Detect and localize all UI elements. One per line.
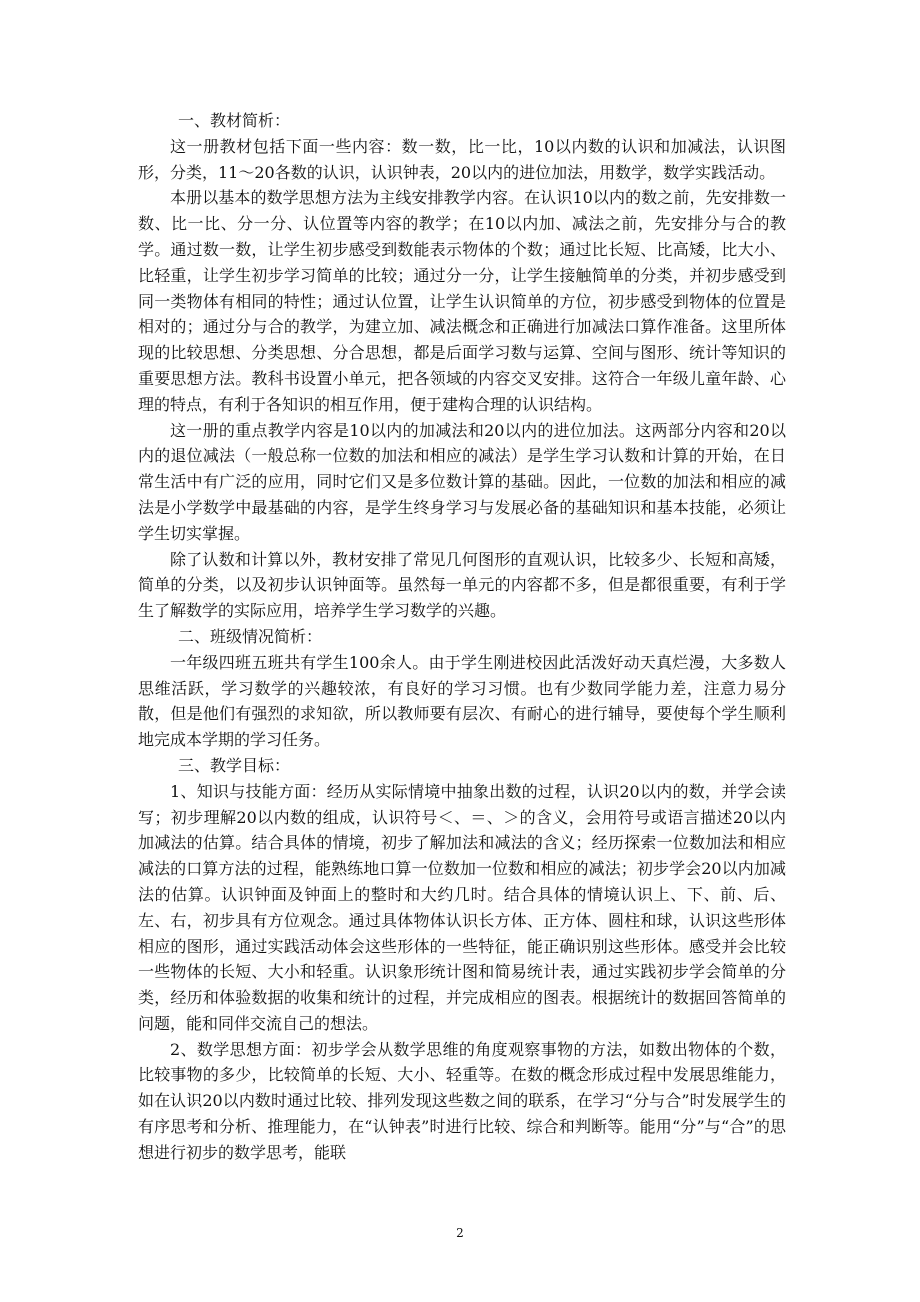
section-heading-textbook-analysis: 一、教材简析： xyxy=(178,111,291,130)
paragraph-math-thinking: 2、数学思想方面：初步学会从数学思维的角度观察事物的方法，如数出物体的个数，比较事物的多少，比较简单的长短、大小、轻重等。在数的概念形成过程中发展思维能力，如在认识20以内数时通过比较、排列发现这些数之间的联系，在学习“分与合”时发展学生的有序思考和分析、推理能力，在“认钟表”时进行比较、综合和判断等。能用“分”与“合”的思想进行初步的数学思考，能联 xyxy=(138,1039,786,1162)
section-heading-teaching-goals: 三、教学目标： xyxy=(178,755,291,775)
paragraph-key-content: 这一册的重点教学内容是10以内的加减法和20以内的进位加法。这两部分内容和20以内的退位减法（一般总称一位数的加法和相应的减法）是学生学习认数和计算的开始，在日常生活中有广泛的应用，同时它们又是多位数计算的基础。因此，一位数的加法和相应的减法是小学数学中最基础的内容，是学生终身学习与发展必备的基础知识和基本技能，必须让学生切实掌握。 xyxy=(138,420,786,543)
page-number: 2 xyxy=(456,1226,464,1240)
section-heading-class-analysis: 二、班级情况简析： xyxy=(178,626,323,646)
paragraph-textbook-contents: 这一册教材包括下面一些内容：数一数，比一比，10以内数的认识和加减法，认识图形，分类，11～20各数的认识，认识钟表，20以内的进位加法，用数学，数学实践活动。 xyxy=(138,136,786,182)
paragraph-class-situation: 一年级四班五班共有学生100余人。由于学生刚进校因此活泼好动天真烂漫，大多数人思维活跃，学习数学的兴趣较浓，有良好的学习习惯。也有少数同学能力差，注意力易分散，但是他们有强烈的求知欲，所以教师要有层次、有耐心的进行辅导，要使每个学生顺利地完成本学期的学习任务。 xyxy=(138,652,786,750)
paragraph-knowledge-skills: 1、知识与技能方面：经历从实际情境中抽象出数的过程，认识20以内的数，并学会读写；初步理解20以内数的组成，认识符号＜、＝、＞的含义，会用符号或语言描述20以内加减法的估算。结合具体的情境，初步了解加法和减法的含义；经历探索一位数加法和相应减法的口算方法的过程，能熟练地口算一位数加一位数和相应的减法；初步学会20以内加减法的估算。认识钟面及钟面上的整时和大约几时。结合具体的情境认识上、下、前、后、左、右，初步具有方位观念。通过具体物体认识长方体、正方体、圆柱和球，认识这些形体相应的图形，通过实践活动体会这些形体的一些特征，能正确识别这些形体。感受并会比较一些物体的长短、大小和轻重。认识象形统计图和简易统计表，通过实践初步学会简单的分类，经历和体验数据的收集和统计的过程，并完成相应的图表。根据统计的数据回答简单的问题，能和同伴交流自己的想法。 xyxy=(138,781,786,1033)
document-body xyxy=(138,108,786,1166)
paragraph-other-content: 除了认数和计算以外，教材安排了常见几何图形的直观认识，比较多少、长短和高矮，简单的分类，以及初步认识钟面等。虽然每一单元的内容都不多，但是都很重要，有利于学生了解数学的实际应用，培养学生学习数学的兴趣。 xyxy=(138,549,786,621)
paragraph-teaching-methods: 本册以基本的数学思想方法为主线安排教学内容。在认识10以内的数之前，先安排数一数、比一比、分一分、认位置等内容的教学；在10以内加、减法之前，先安排分与合的教学。通过数一数，让学生初步感受到数能表示物体的个数；通过比长短、比高矮，比大小、比轻重，让学生初步学习简单的比较；通过分一分，让学生接触简单的分类，并初步感受到同一类物体有相同的特性；通过认位置，让学生认识简单的方位，初步感受到物体的位置是相对的；通过分与合的教学，为建立加、减法概念和正确进行加减法口算作准备。这里所体现的比较思想、分类思想、分合思想，都是后面学习数与运算、空间与图形、统计等知识的重要思想方法。教科书设置小单元，把各领域的内容交叉安排。这符合一年级儿童年龄、心理的特点，有利于各知识的相互作用，便于建构合理的认识结构。 xyxy=(138,188,786,414)
